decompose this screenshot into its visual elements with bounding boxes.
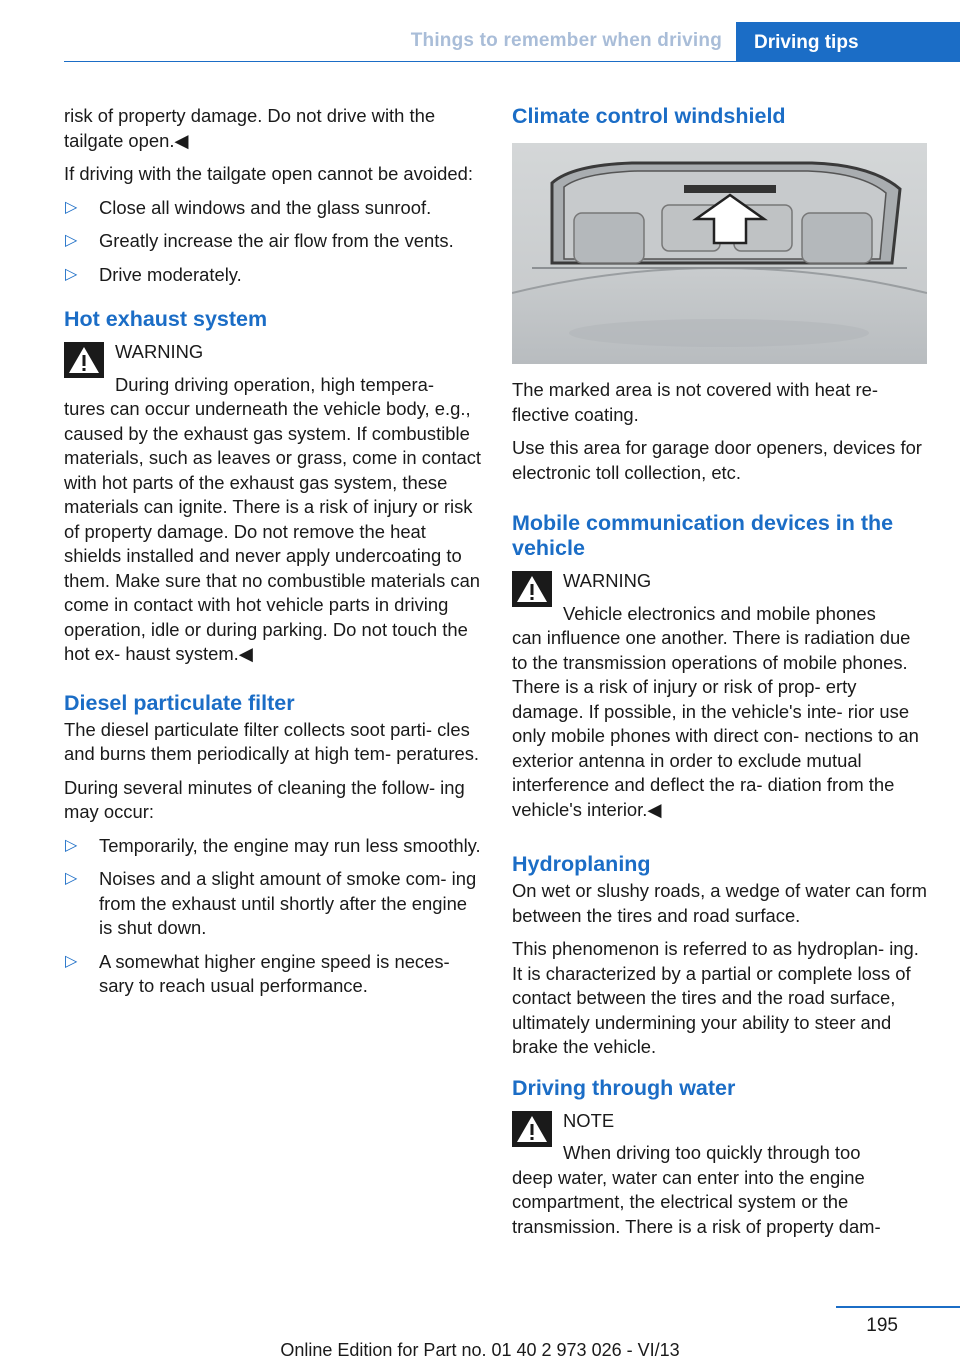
hydroplaning-paragraph-2: This phenomenon is referred to as hydroplan‐ ing. It is characterized by a partial or complete loss of contact between the tires and the road surface, ultimately undermining your ability to steer and brake the vehicle. [512,938,919,1057]
note-label: NOTE [563,1109,615,1131]
warning-text-body: can influence one another. There is radiation due to the transmission operations of mobile phones. There is a risk of injury or risk of prop‐ erty damage. If possible, in the vehicle's inte‐ rior use only mobile phones with direct con‐ nections to an exterior antenna in order to exclude mutual interference and deflect the ra‐ diation from the vehicle's interior.◀ [512,627,919,820]
note-text-body: deep water, water can enter into the engine compartment, the electrical system or the transmission. There is a risk of property dam‐ [512,1166,881,1237]
list-item: ▷ Drive moderately. [64,263,484,288]
left-column [64,104,484,1008]
tailgate-paragraph-2: If driving with the tailgate open cannot be avoided: [64,163,473,184]
dpf-paragraph-2: During several minutes of cleaning the follow‐ ing may occur: [64,776,465,822]
heading-hot-exhaust: Hot exhaust system [64,307,268,331]
note-text-first-line: When driving too quickly through too [563,1142,861,1163]
page-number: 195 [866,1315,898,1336]
list-item: ▷ Noises and a slight amount of smoke com‐ ing from the exhaust until shortly after the engine is shut down. [65,868,477,938]
dpf-paragraph-1: The diesel particulate filter collects soot parti‐ cles and burns them periodically at high tem‐ peratures. [64,718,480,764]
triangle-bullet-icon: ▷ [65,836,78,854]
climate-paragraph-1: The marked area is not covered with heat re‐ flective coating. [512,379,878,425]
hydroplaning-paragraph-1: On wet or slushy roads, a wedge of water can form between the tires and road surface. [512,880,928,926]
tailgate-bullet-list [64,196,484,288]
list-item: ▷ Close all windows and the glass sunroof. [64,196,484,221]
heading-climate-control-windshield: Climate control windshield [512,104,786,128]
header-section-title: Things to remember when driving [410,30,722,51]
warning-label: WARNING [563,570,652,591]
list-item: ▷ A somewhat higher engine speed is neces‐ sary to reach usual performance. [65,950,450,996]
heading-diesel-particulate-filter: Diesel particulate filter [64,690,295,715]
triangle-bullet-icon: ▷ [65,198,78,216]
warning-triangle-icon [512,1111,552,1147]
heading-mobile-communication-devices: Mobile communication devices in the vehicle [512,511,894,560]
tailgate-paragraph-1: risk of property damage. Do not drive with the tailgate open.◀ [64,105,436,151]
list-item: ▷ Greatly increase the air flow from the vents. [64,229,484,254]
triangle-bullet-icon: ▷ [65,952,78,970]
footer-rule [836,1306,960,1308]
climate-paragraph-2: Use this area for garage door openers, devices for electronic toll collection, etc. [512,437,922,483]
triangle-bullet-icon: ▷ [65,265,78,283]
note-block-water [512,1109,930,1240]
warning-text-first-line: Vehicle electronics and mobile phones [563,602,876,624]
triangle-bullet-icon: ▷ [65,232,78,249]
warning-label: WARNING [115,341,204,362]
list-item: ▷ Temporarily, the engine may run less smoothly. [64,834,484,859]
car-interior-rear-view-image [512,143,927,364]
right-column [512,104,930,1239]
heading-driving-through-water: Driving through water [512,1075,736,1100]
warning-block-exhaust [64,340,484,667]
triangle-bullet-icon: ▷ [65,870,78,887]
warning-triangle-icon [512,571,552,607]
warning-text-body: tures can occur underneath the vehicle body, e.g., caused by the exhaust gas system. If combustible materials, such as leaves or grass, come in contact with hot parts of the exhaust gas system, these materials can ignite. There is a risk of injury or risk of property damage. Do not remove the heat shields installed and never apply undercoating to them. Make sure that no combustible materials can come in contact with hot vehicle parts in driving operation, idle or during parking. Do not touch the hot ex‐ haust system.◀ [64,398,482,664]
heading-hydroplaning: Hydroplaning [512,852,651,876]
header-chapter-tab: Driving tips [736,22,960,62]
footer-edition-text: Online Edition for Part no. 01 40 2 973 026 - VI/13 [280,1340,680,1360]
windshield-illustration [512,143,927,364]
dpf-bullet-list [64,834,484,999]
page-header [0,0,960,62]
header-rule [64,61,960,62]
warning-block-mobile [512,569,930,822]
warning-triangle-icon [64,342,104,378]
warning-text-first-line: During driving operation, high tempera‐ [115,373,434,395]
